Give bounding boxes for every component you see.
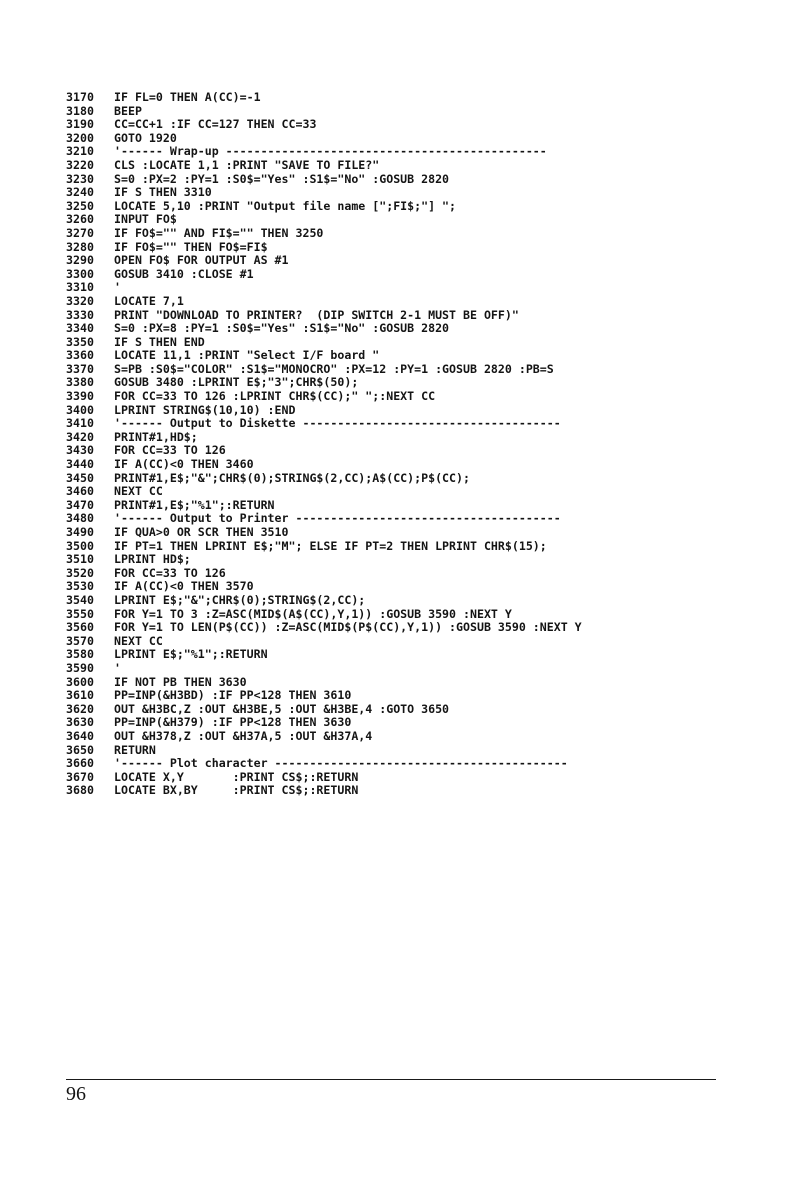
line-number: 3400 (66, 402, 94, 417)
line-code: LOCATE X,Y :PRINT CS$;:RETURN (114, 769, 359, 784)
code-line (66, 472, 796, 486)
line-number: 3240 (66, 185, 94, 200)
line-code: GOSUB 3480 :LPRINT E$;"3";CHR$(50); (114, 375, 359, 390)
line-number: 3270 (66, 225, 94, 240)
code-line (66, 159, 796, 173)
line-code: LPRINT STRING$(10,10) :END (114, 402, 296, 417)
line-number: 3610 (66, 688, 94, 703)
code-line (66, 376, 796, 390)
basic-code-listing (66, 91, 796, 798)
line-code: RETURN (114, 742, 156, 757)
line-code: IF QUA>0 OR SCR THEN 3510 (114, 525, 289, 539)
line-number: 3350 (66, 334, 94, 349)
code-line (66, 784, 796, 798)
code-line (66, 499, 796, 513)
line-code: FOR Y=1 TO LEN(P$(CC)) :Z=ASC(MID$(P$(CC),Y,1)) :GOSUB 3590 :NEXT Y (114, 620, 582, 635)
line-number: 3450 (66, 470, 94, 485)
code-line (66, 676, 796, 690)
line-number: 3510 (66, 552, 94, 567)
line-code: LOCATE 5,10 :PRINT "Output file name [";FI$;"] "; (114, 198, 457, 213)
line-number: 3260 (66, 212, 94, 227)
line-code: IF FO$="" AND FI$="" THEN 3250 (114, 225, 324, 240)
code-line (66, 227, 796, 241)
line-code: FOR CC=33 TO 126 :LPRINT CHR$(CC);" ";:NEXT CC (114, 389, 436, 404)
code-line (66, 635, 796, 649)
line-number: 3590 (66, 660, 94, 675)
line-code: LOCATE 11,1 :PRINT "Select I/F board " (114, 348, 380, 363)
code-line (66, 648, 796, 662)
line-code: S=0 :PX=8 :PY=1 :S0$="Yes" :S1$="No" :GOSUB 2820 (114, 321, 450, 336)
line-code: PRINT#1,HD$; (114, 429, 198, 444)
line-code: LOCATE 7,1 (114, 293, 184, 308)
line-number: 3200 (66, 130, 94, 145)
line-number: 3390 (66, 389, 94, 404)
code-line (66, 132, 796, 146)
line-code: ' (114, 280, 121, 295)
line-number: 3490 (66, 525, 94, 539)
line-code: GOSUB 3410 :CLOSE #1 (114, 266, 254, 281)
code-line (66, 526, 796, 540)
line-code: GOTO 1920 (114, 130, 177, 145)
line-number: 3290 (66, 253, 94, 268)
line-code: IF S THEN END (114, 334, 205, 349)
line-code: PRINT#1,E$;"&";CHR$(0);STRING$(2,CC);A$(CC);P$(CC); (114, 470, 470, 485)
code-line (66, 716, 796, 730)
page-number: 96 (66, 1083, 86, 1105)
line-number: 3530 (66, 579, 94, 594)
code-line (66, 105, 796, 119)
line-code: S=PB :S0$="COLOR" :S1$="MONOCRO" :PX=12 :PY=1 :GOSUB 2820 :PB=S (114, 361, 554, 376)
line-number: 3360 (66, 348, 94, 363)
line-number: 3220 (66, 157, 94, 172)
line-number: 3600 (66, 674, 94, 689)
code-line (66, 322, 796, 336)
line-number: 3540 (66, 592, 94, 607)
code-line (66, 771, 796, 785)
code-line (66, 757, 796, 771)
code-line (66, 553, 796, 567)
line-code: LPRINT HD$; (114, 552, 191, 567)
code-line (66, 485, 796, 499)
line-number: 3620 (66, 701, 94, 716)
code-line (66, 186, 796, 200)
line-code: PP=INP(&H379) :IF PP<128 THEN 3630 (114, 715, 352, 730)
code-line (66, 580, 796, 594)
code-line (66, 608, 796, 622)
line-number: 3320 (66, 293, 94, 308)
line-number: 3420 (66, 429, 94, 444)
line-code: CC=CC+1 :IF CC=127 THEN CC=33 (114, 117, 317, 132)
line-number: 3570 (66, 633, 94, 648)
code-line (66, 567, 796, 581)
code-line (66, 458, 796, 472)
code-line (66, 512, 796, 526)
code-line (66, 621, 796, 635)
code-line (66, 281, 796, 295)
code-line (66, 118, 796, 132)
line-code: '------ Wrap-up ---------------------------------------------- (114, 144, 547, 159)
line-number: 3170 (66, 90, 94, 104)
code-line (66, 200, 796, 214)
line-code: IF A(CC)<0 THEN 3570 (114, 579, 254, 594)
line-code: PP=INP(&H3BD) :IF PP<128 THEN 3610 (114, 688, 352, 703)
code-line (66, 404, 796, 418)
line-code: INPUT FO$ (114, 212, 177, 227)
line-number: 3470 (66, 497, 94, 512)
line-code: LPRINT E$;"&";CHR$(0);STRING$(2,CC); (114, 592, 366, 607)
line-number: 3550 (66, 606, 94, 621)
line-code: FOR CC=33 TO 126 (114, 565, 226, 580)
line-code: NEXT CC (114, 633, 163, 648)
line-code: FOR Y=1 TO 3 :Z=ASC(MID$(A$(CC),Y,1)) :GOSUB 3590 :NEXT Y (114, 606, 512, 621)
line-number: 3370 (66, 361, 94, 376)
code-line (66, 703, 796, 717)
code-line (66, 254, 796, 268)
code-line (66, 390, 796, 404)
code-line (66, 91, 796, 105)
code-line (66, 417, 796, 431)
code-line (66, 349, 796, 363)
line-number: 3500 (66, 538, 94, 553)
line-number: 3430 (66, 443, 94, 458)
code-line (66, 363, 796, 377)
line-code: IF FL=0 THEN A(CC)=-1 (114, 90, 261, 104)
code-line (66, 241, 796, 255)
code-line (66, 540, 796, 554)
line-code: S=0 :PX=2 :PY=1 :S0$="Yes" :S1$="No" :GOSUB 2820 (114, 171, 450, 186)
line-number: 3520 (66, 565, 94, 580)
line-code: IF A(CC)<0 THEN 3460 (114, 457, 254, 472)
line-number: 3650 (66, 742, 94, 757)
line-number: 3580 (66, 647, 94, 662)
code-line (66, 730, 796, 744)
line-number: 3630 (66, 715, 94, 730)
code-line (66, 309, 796, 323)
line-code: LOCATE BX,BY :PRINT CS$;:RETURN (114, 783, 359, 798)
line-number: 3300 (66, 266, 94, 281)
line-code: OUT &H3BC,Z :OUT &H3BE,5 :OUT &H3BE,4 :GOTO 3650 (114, 701, 450, 716)
line-number: 3190 (66, 117, 94, 132)
code-line (66, 594, 796, 608)
code-line (66, 295, 796, 309)
line-code: IF FO$="" THEN FO$=FI$ (114, 239, 268, 254)
line-code: '------ Output to Diskette ------------------------------------- (114, 416, 561, 431)
code-line (66, 213, 796, 227)
code-line (66, 268, 796, 282)
code-line (66, 744, 796, 758)
line-number: 3670 (66, 769, 94, 784)
line-code: PRINT#1,E$;"%1";:RETURN (114, 497, 275, 512)
line-number: 3340 (66, 321, 94, 336)
line-code: IF S THEN 3310 (114, 185, 212, 200)
line-number: 3230 (66, 171, 94, 186)
line-number: 3640 (66, 728, 94, 743)
line-number: 3180 (66, 103, 94, 118)
line-code: OUT &H378,Z :OUT &H37A,5 :OUT &H37A,4 (114, 728, 373, 743)
line-number: 3380 (66, 375, 94, 390)
line-number: 3460 (66, 484, 94, 499)
line-number: 3680 (66, 783, 94, 798)
line-code: IF NOT PB THEN 3630 (114, 674, 247, 689)
line-number: 3330 (66, 307, 94, 322)
line-code: '------ Plot character ------------------------------------------ (114, 756, 568, 771)
code-line (66, 689, 796, 703)
line-number: 3410 (66, 416, 94, 431)
line-code: NEXT CC (114, 484, 163, 499)
footer-rule (66, 1079, 716, 1080)
line-number: 3310 (66, 280, 94, 295)
code-line (66, 145, 796, 159)
code-line (66, 336, 796, 350)
line-code: '------ Output to Printer -------------------------------------- (114, 511, 561, 526)
code-line (66, 431, 796, 445)
line-number: 3280 (66, 239, 94, 254)
line-code: ' (114, 660, 121, 675)
line-code: OPEN FO$ FOR OUTPUT AS #1 (114, 253, 289, 268)
line-number: 3250 (66, 198, 94, 213)
line-code: PRINT "DOWNLOAD TO PRINTER? (DIP SWITCH 2-1 MUST BE OFF)" (114, 307, 519, 322)
code-line (66, 662, 796, 676)
line-code: IF PT=1 THEN LPRINT E$;"M"; ELSE IF PT=2 THEN LPRINT CHR$(15); (114, 538, 547, 553)
line-number: 3480 (66, 511, 94, 526)
line-number: 3660 (66, 756, 94, 771)
code-line (66, 173, 796, 187)
line-number: 3210 (66, 144, 94, 159)
line-number: 3440 (66, 457, 94, 472)
line-code: CLS :LOCATE 1,1 :PRINT "SAVE TO FILE?" (114, 157, 380, 172)
code-line (66, 444, 796, 458)
line-code: BEEP (114, 103, 142, 118)
line-number: 3560 (66, 620, 94, 635)
line-code: FOR CC=33 TO 126 (114, 443, 226, 458)
line-code: LPRINT E$;"%1";:RETURN (114, 647, 268, 662)
